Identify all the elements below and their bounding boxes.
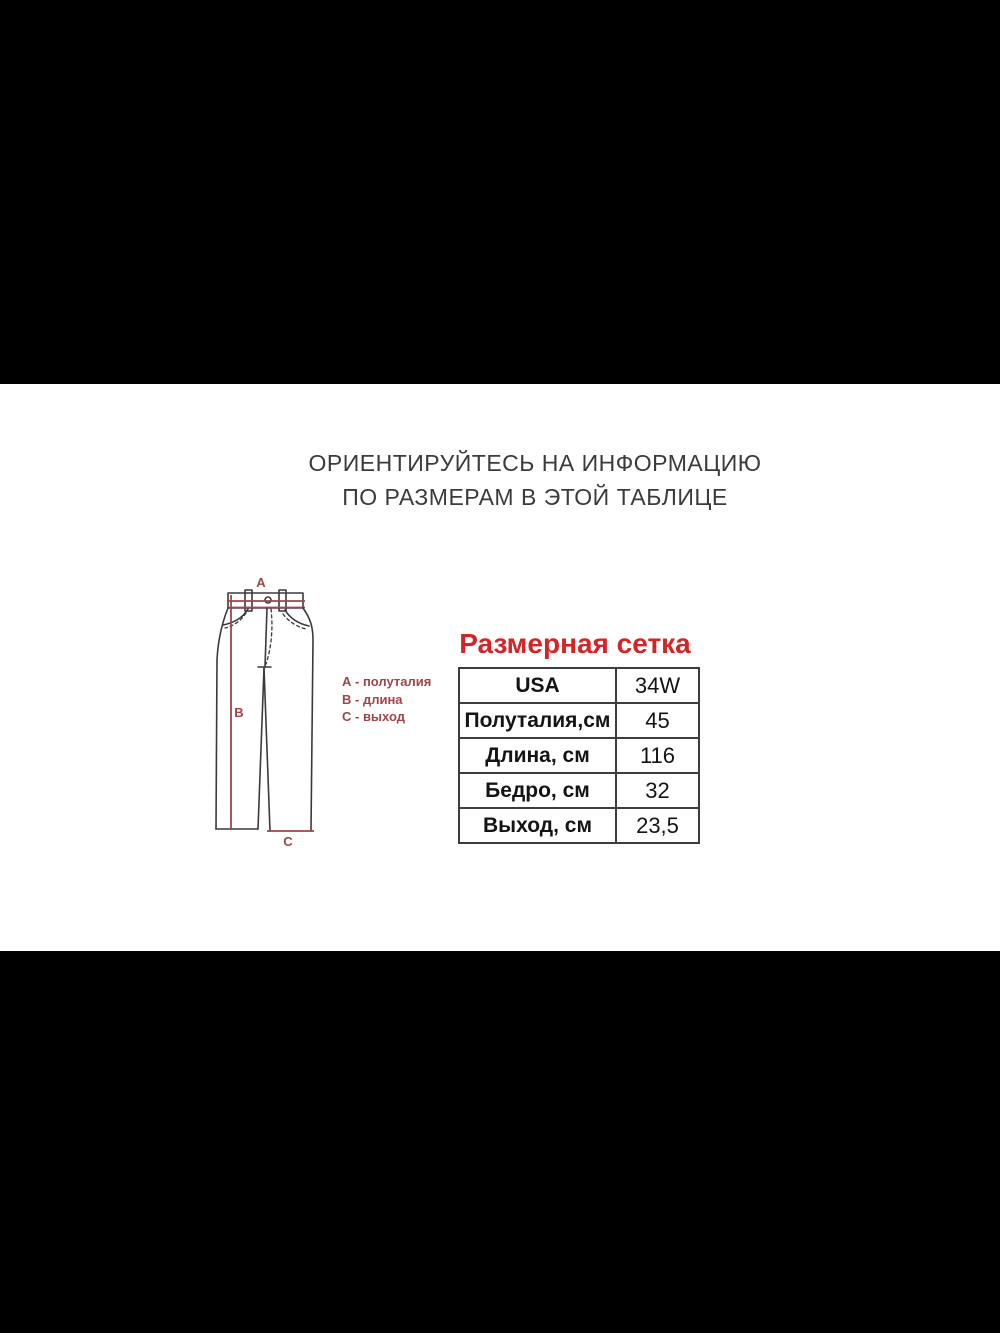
row-label: USA [459, 668, 616, 703]
pants-left-outer-seam [216, 608, 228, 829]
table-row [459, 808, 699, 843]
page-title [285, 446, 785, 514]
row-value: 23,5 [616, 808, 699, 843]
right-pocket-stitch [283, 614, 306, 629]
table-row [459, 703, 699, 738]
size-table [458, 667, 700, 844]
pants-button [265, 597, 271, 603]
size-table-title: Размерная сетка [459, 628, 691, 659]
row-label: Полуталия,см [459, 703, 616, 738]
pants-left-inner-seam [258, 668, 264, 829]
diagram-legend [342, 673, 431, 726]
legend-item-b: В - длина [342, 691, 403, 707]
pants-right-inner-seam [264, 668, 270, 831]
table-row [459, 738, 699, 773]
table-row [459, 773, 699, 808]
row-label: Бедро, см [459, 773, 616, 808]
row-label: Выход, см [459, 808, 616, 843]
marker-b-label: В [234, 705, 244, 720]
pants-center-seam [265, 608, 267, 667]
row-label: Длина, см [459, 738, 616, 773]
pants-right-outer-seam [303, 608, 313, 831]
marker-c-label: С [283, 834, 293, 849]
legend-item-a: А - полуталия [342, 674, 432, 689]
marker-a-label: А [256, 575, 266, 590]
page-title-line2: ПО РАЗМЕРАМ В ЭТОЙ ТАБЛИЦЕ [342, 484, 728, 510]
row-value: 45 [616, 703, 699, 738]
legend-item-c: С - выход [342, 709, 405, 724]
table-row [459, 668, 699, 703]
row-value: 32 [616, 773, 699, 808]
row-value: 116 [616, 738, 699, 773]
row-value: 34W [616, 668, 699, 703]
page-title-line1: ОРИЕНТИРУЙТЕСЬ НА ИНФОРМАЦИЮ [308, 450, 762, 476]
